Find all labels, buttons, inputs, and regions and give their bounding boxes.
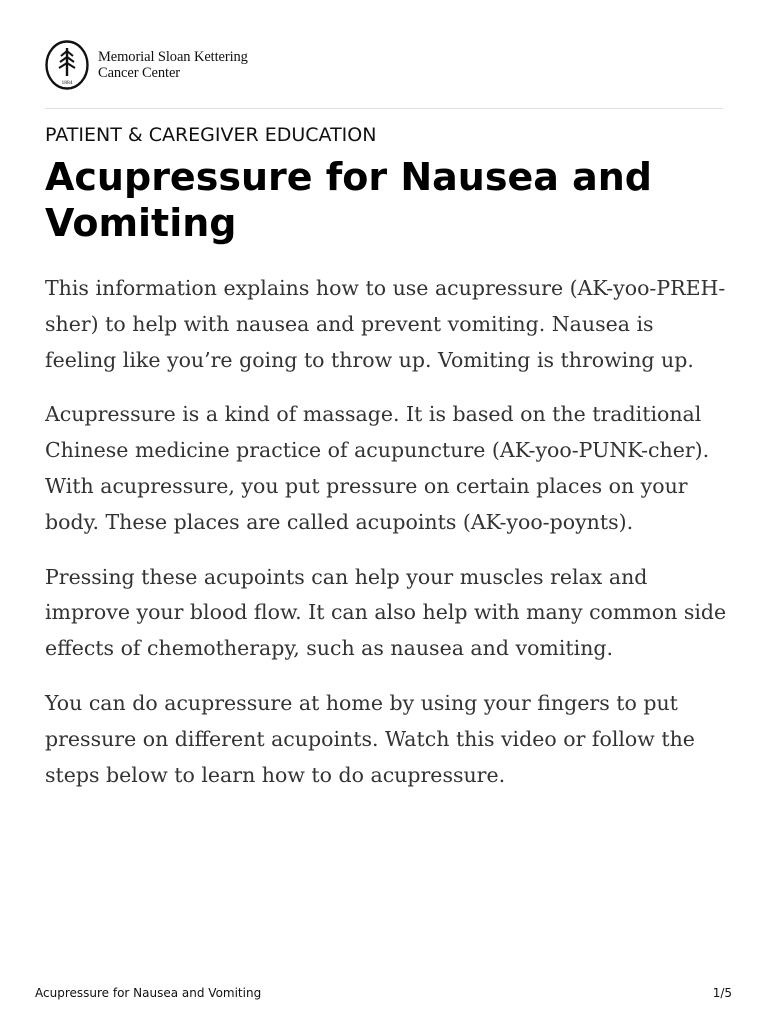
page-title: Acupressure for Nausea and Vomiting bbox=[45, 155, 652, 245]
footer-page-number: 1/5 bbox=[712, 986, 732, 1000]
logo-line-2: Cancer Center bbox=[98, 65, 181, 81]
header bbox=[45, 38, 723, 92]
logo-line-1: Memorial Sloan Kettering bbox=[98, 49, 248, 65]
footer-doc-title: Acupressure for Nausea and Vomiting bbox=[35, 986, 262, 1000]
mskcc-tree-logo-icon bbox=[45, 40, 89, 90]
body-content bbox=[45, 271, 727, 812]
logo-wordmark bbox=[98, 49, 248, 81]
paragraph: You can do acupressure at home by using your fingers to put pressure on different acupoints. Watch this video or follow the steps below to learn how to do acupressure. bbox=[45, 690, 695, 787]
section-label: PATIENT & CAREGIVER EDUCATION bbox=[45, 124, 377, 146]
logo-year: 1884 bbox=[61, 80, 73, 86]
paragraph: This information explains how to use acupressure (AK-yoo-PREH-sher) to help with nausea and prevent vomiting. Nausea is feeling like you’re going to throw up. Vomiting is throwing up. bbox=[45, 276, 726, 372]
header-divider bbox=[45, 108, 723, 109]
paragraph: Pressing these acupoints can help your muscles relax and improve your blood flow. It can also help with many common side effects of chemotherapy, such as nausea and vomiting. bbox=[45, 564, 727, 661]
paragraph: Acupressure is a kind of massage. It is based on the traditional Chinese medicine practice of acupuncture (AK-yoo-PUNK-cher). With acupressure, you put pressure on certain places on your body. These places are called acupoints (AK-yoo-poynts). bbox=[45, 402, 710, 534]
